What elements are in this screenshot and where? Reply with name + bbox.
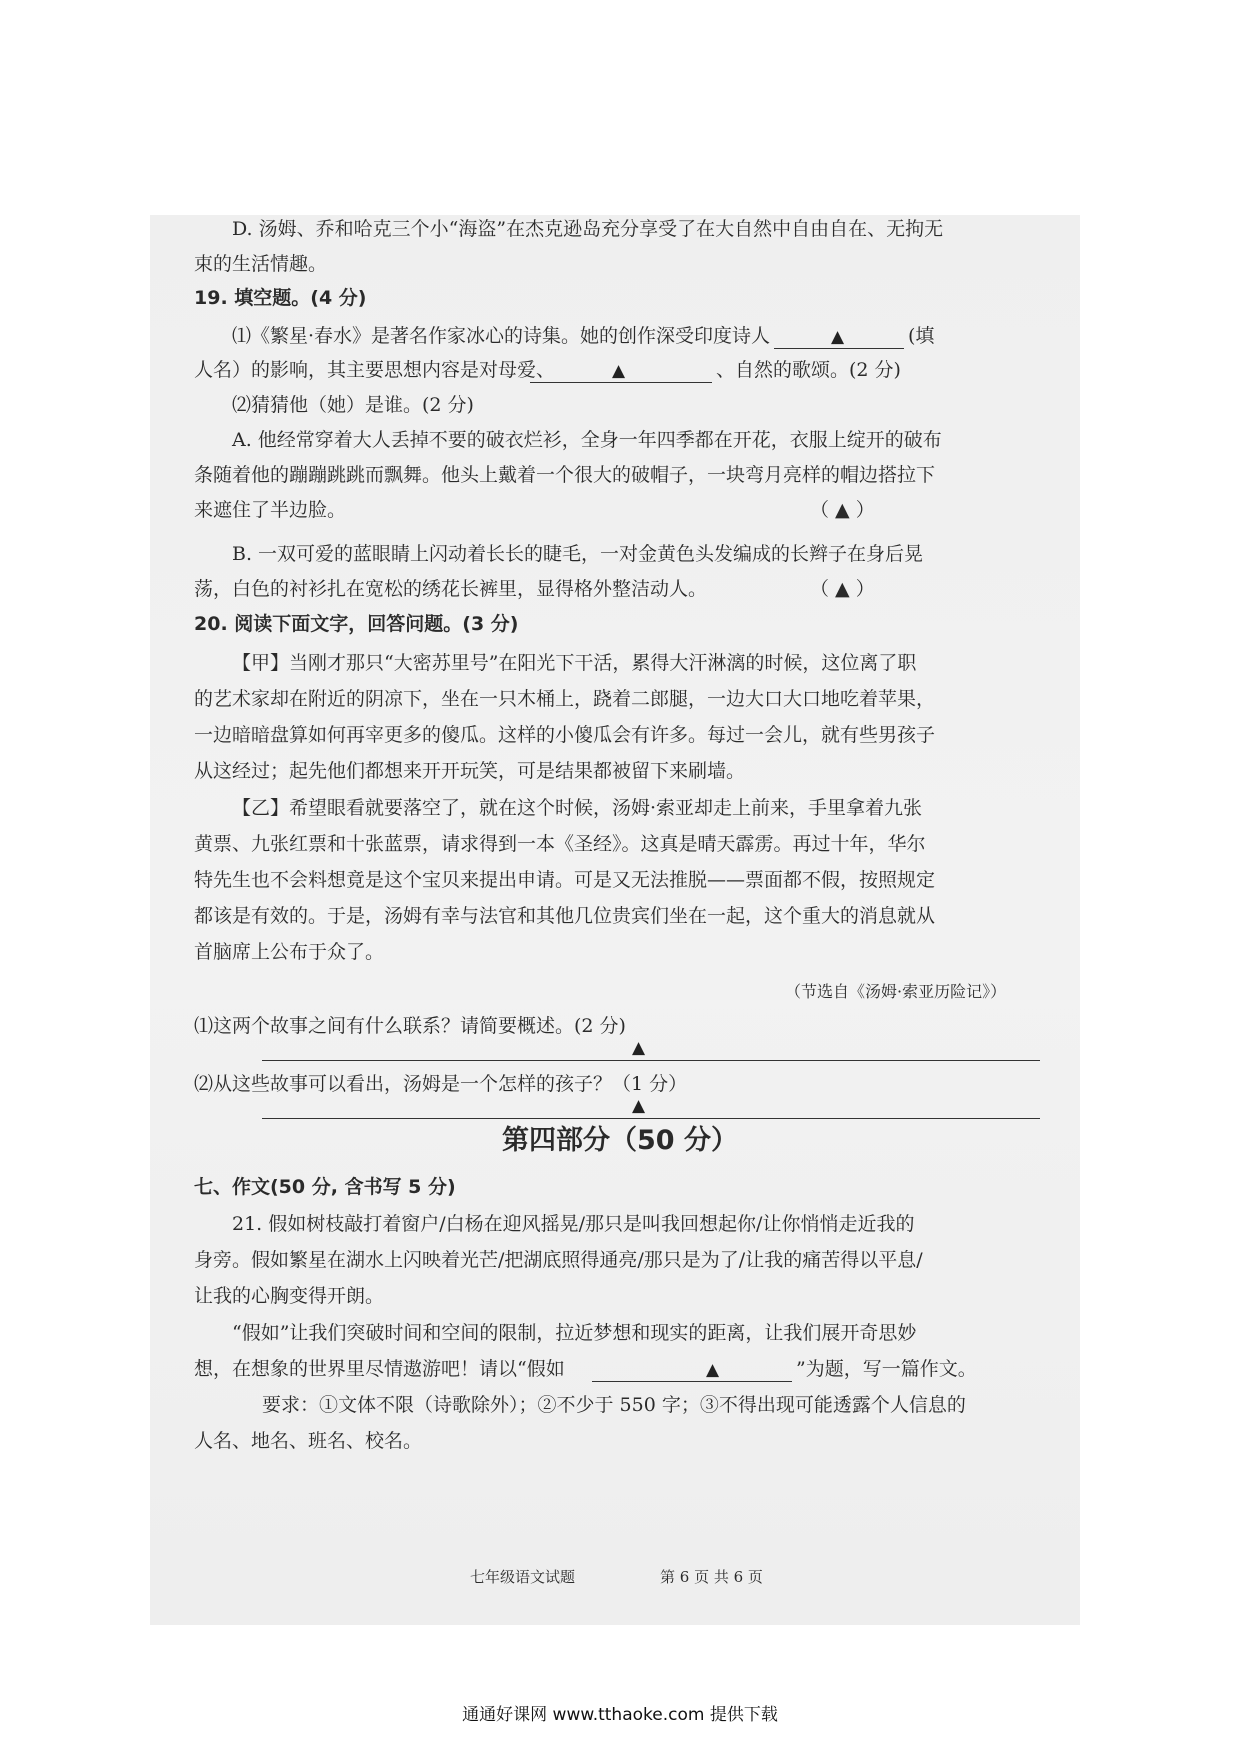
q19-option-a-line1: A. 他经常穿着大人丢掉不要的破衣烂衫，全身一年四季都在开花，衣服上绽开的破布: [232, 429, 942, 451]
q21-poem-line2: 身旁。假如繁星在湖水上闪映着光芒/把湖底照得通亮/那只是为了/让我的痛苦得以平息/: [194, 1249, 923, 1271]
answer-triangle-icon: ▲: [632, 1038, 646, 1058]
q18-option-d-line1: D. 汤姆、乔和哈克三个小“海盗”在杰克逊岛充分享受了在大自然中自由自在、无拘无: [232, 218, 944, 240]
answer-triangle-icon: ▲: [612, 361, 626, 381]
q20-source: （节选自《汤姆·索亚历险记》）: [785, 982, 1007, 1001]
q20-title: 20. 阅读下面文字，回答问题。(3 分): [194, 613, 519, 635]
q21-poem-line1: 21. 假如树枝敲打着窗户/白杨在迎风摇晃/那只是叫我回想起你/让你悄悄走近我的: [232, 1213, 915, 1235]
q19-option-a-line2: 条随着他的蹦蹦跳跳而飘舞。他头上戴着一个很大的破帽子，一块弯月亮样的帽边搭拉下: [194, 464, 936, 486]
q19-option-b-line2: 荡，白色的衬衫扎在宽松的绣花长裤里，显得格外整洁动人。: [194, 578, 708, 600]
q20-yi-line4: 都该是有效的。于是，汤姆有幸与法官和其他几位贵宾们坐在一起，这个重大的消息就从: [194, 905, 936, 927]
q20-answer-line-1[interactable]: [262, 1060, 1040, 1061]
q20-yi-line1: 【乙】希望眼看就要落空了，就在这个时候，汤姆·索亚却走上前来，手里拿着九张: [232, 797, 923, 819]
answer-triangle-icon: ▲: [632, 1096, 646, 1116]
q21-section-title: 七、作文(50 分, 含书写 5 分): [194, 1176, 456, 1198]
part4-heading: 第四部分（50 分）: [502, 1125, 738, 1156]
q19-option-b-line1: B. 一双可爱的蓝眼睛上闪动着长长的睫毛，一对金黄色头发编成的长辫子在身后晃: [232, 543, 924, 565]
q19-part2-title: ⑵猜猜他（她）是谁。(2 分): [232, 394, 474, 416]
q20-jia-line1: 【甲】当刚才那只“大密苏里号”在阳光下干活，累得大汗淋漓的时候，这位离了职: [232, 652, 917, 674]
q20-yi-line5: 首脑席上公布于众了。: [194, 941, 385, 963]
q19-answer-a[interactable]: （ ▲ ）: [810, 499, 875, 521]
q21-prompt-line2: 想，在想象的世界里尽情遨游吧！请以“假如: [194, 1358, 565, 1380]
q19-part1-line2: 人名）的影响，其主要思想内容是对母爱、: [194, 359, 556, 381]
footer-page-number: 第 6 页 共 6 页: [660, 1568, 763, 1586]
q18-option-d-line2: 束的生活情趣。: [194, 253, 328, 275]
q21-prompt-line2-end: ”为题，写一篇作文。: [796, 1358, 977, 1380]
q19-title: 19. 填空题。(4 分): [194, 287, 367, 309]
answer-triangle-icon: ▲: [706, 1360, 720, 1380]
q19-part1-line2-end: 、自然的歌颂。(2 分): [716, 359, 901, 381]
q20-jia-line2: 的艺术家却在附近的阴凉下，坐在一只木桶上，跷着二郎腿，一边大口大口地吃着苹果，: [194, 688, 936, 710]
q19-part1-fill-hint: (填: [908, 325, 935, 347]
q20-yi-line2: 黄票、九张红票和十张蓝票，请求得到一本《圣经》。这真是晴天霹雳。再过十年，华尔: [194, 833, 926, 855]
q19-answer-b[interactable]: （ ▲ ）: [810, 578, 875, 600]
q21-requirements-line2: 人名、地名、班名、校名。: [194, 1430, 423, 1452]
q20-yi-line3: 特先生也不会料想竟是这个宝贝来提出申请。可是又无法推脱——票面都不假，按照规定: [194, 869, 936, 891]
q21-prompt-line1: “假如”让我们突破时间和空间的限制，拉近梦想和现实的距离，让我们展开奇思妙: [232, 1322, 917, 1344]
q20-subquestion-1: ⑴这两个故事之间有什么联系？请简要概述。(2 分): [194, 1015, 626, 1037]
q21-title-blank[interactable]: [592, 1381, 792, 1382]
q20-jia-line4: 从这经过；起先他们都想来开开玩笑，可是结果都被留下来刷墙。: [194, 760, 746, 782]
q20-jia-line3: 一边暗暗盘算如何再宰更多的傻瓜。这样的小傻瓜会有许多。每过一会儿，就有些男孩子: [194, 724, 936, 746]
q21-requirements-line1: 要求：①文体不限（诗歌除外）；②不少于 550 字；③不得出现可能透露个人信息的: [262, 1394, 966, 1416]
download-credit: 通通好课网 www.tthaoke.com 提供下载: [462, 1705, 778, 1725]
q19-option-a-line3: 来遮住了半边脸。: [194, 499, 347, 521]
q21-poem-line3: 让我的心胸变得开朗。: [194, 1285, 385, 1307]
footer-subject: 七年级语文试题: [470, 1568, 576, 1586]
q19-part1-line1: ⑴《繁星·春水》是著名作家冰心的诗集。她的创作深受印度诗人: [232, 325, 771, 347]
answer-triangle-icon: ▲: [831, 327, 845, 347]
q20-subquestion-2: ⑵从这些故事可以看出，汤姆是一个怎样的孩子？（1 分）: [194, 1073, 688, 1095]
